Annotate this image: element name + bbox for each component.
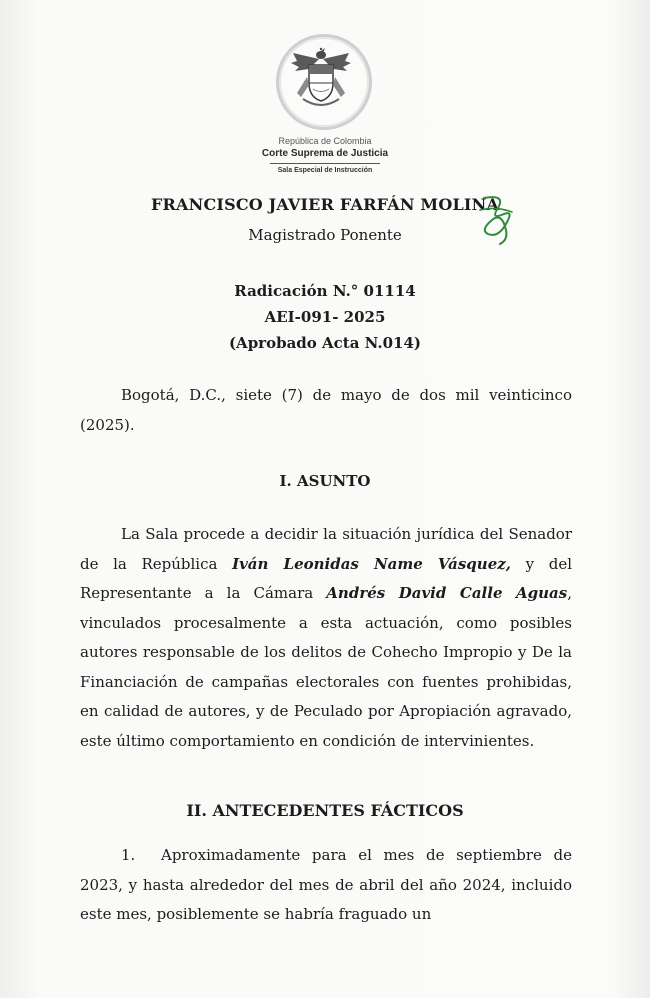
magistrate-name: FRANCISCO JAVIER FARFÁN MOLINA bbox=[150, 195, 500, 214]
senator-name: Iván Leonidas Name Vásquez, bbox=[232, 554, 511, 573]
item-text: Aproximadamente para el mes de septiembre de 2023, y hasta alrededor del mes de abril del año 2024, incluido este mes, posiblemente se habría fraguado un bbox=[80, 846, 572, 923]
republic-label: República de Colombia bbox=[278, 136, 372, 146]
case-radicacion: Radicación N.° 01114 bbox=[234, 282, 416, 300]
section-title-asunto: I. ASUNTO bbox=[279, 472, 371, 490]
antecedentes-item bbox=[80, 841, 572, 930]
section-title-antecedentes: II. ANTECEDENTES FÁCTICOS bbox=[186, 801, 464, 820]
asunto-text-b: y del Representante a la Cámara bbox=[80, 554, 572, 602]
case-acta: (Aprobado Acta N.014) bbox=[228, 334, 422, 352]
representative-name: Andrés David Calle Aguas bbox=[326, 584, 568, 602]
condor-shield-icon bbox=[279, 37, 363, 121]
coat-of-arms-seal bbox=[276, 34, 372, 130]
item-number: 1. bbox=[121, 846, 136, 864]
asunto-paragraph bbox=[80, 520, 572, 756]
magistrate-role: Magistrado Ponente bbox=[248, 226, 402, 244]
case-auto-number: AEI-091- 2025 bbox=[264, 308, 386, 326]
court-name: Corte Suprema de Justicia bbox=[261, 148, 389, 159]
handwritten-signature bbox=[476, 190, 518, 250]
asunto-text-a: La Sala procede a decidir la situación jurídica del Senador de la República bbox=[80, 525, 572, 573]
chamber-name: Sala Especial de Instrucción bbox=[277, 167, 373, 174]
asunto-text-c: , vinculados procesalmente a esta actuación, como posibles autores responsable de los delitos de Cohecho Impropio y De la Financiación de campañas electorales con fuentes prohibidas, en calidad de autores, y de Peculado por Apropiación agravado, este último comportamiento en condición de intervinientes. bbox=[80, 584, 572, 750]
header-divider bbox=[270, 163, 380, 164]
date-line: Bogotá, D.C., siete (7) de mayo de dos mil veinticinco (2025). bbox=[80, 386, 572, 434]
